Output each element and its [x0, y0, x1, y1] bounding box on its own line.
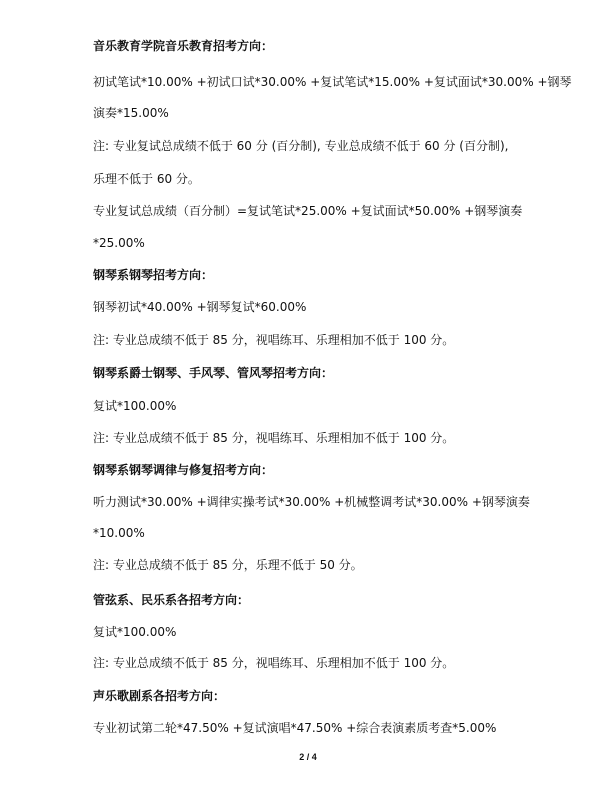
section-heading: 钢琴系钢琴招考方向： [93, 268, 214, 282]
paragraph-line: 复试*100.00% [93, 625, 177, 639]
paragraph-line: 初试笔试*10.00% +初试口试*30.00% +复试笔试*15.00% +复试面试*30.00% +钢琴 [93, 75, 572, 89]
paragraph-line: 注: 专业复试总成绩不低于 60 分 (百分制), 专业总成绩不低于 60 分 (百分制), [93, 139, 509, 153]
paragraph-line: 专业复试总成绩（百分制）=复试笔试*25.00% +复试面试*50.00% +钢琴演奏 [93, 204, 523, 218]
paragraph-line: 演奏*15.00% [93, 106, 169, 120]
section-heading: 音乐教育学院音乐教育招考方向： [93, 39, 274, 53]
paragraph-line: 复试*100.00% [93, 399, 177, 413]
section-heading: 声乐歌剧系各招考方向： [93, 689, 226, 703]
section-heading: 钢琴系爵士钢琴、手风琴、管风琴招考方向： [93, 366, 334, 380]
page-number: 2 / 4 [299, 752, 317, 762]
paragraph-line: 注: 专业总成绩不低于 85 分，乐理不低于 50 分。 [93, 558, 363, 572]
paragraph-line: 注: 专业总成绩不低于 85 分，视唱练耳、乐理相加不低于 100 分。 [93, 656, 455, 670]
paragraph-line: 乐理不低于 60 分。 [93, 172, 200, 186]
section-heading: 钢琴系钢琴调律与修复招考方向： [93, 463, 274, 477]
paragraph-line: 注: 专业总成绩不低于 85 分，视唱练耳、乐理相加不低于 100 分。 [93, 431, 455, 445]
paragraph-line: *25.00% [93, 236, 145, 250]
section-heading: 管弦系、民乐系各招考方向： [93, 593, 250, 607]
paragraph-line: 听力测试*30.00% +调律实操考试*30.00% +机械整调考试*30.00% +钢琴演奏 [93, 495, 530, 509]
paragraph-line: 钢琴初试*40.00% +钢琴复试*60.00% [93, 300, 307, 314]
paragraph-line: 注: 专业总成绩不低于 85 分，视唱练耳、乐理相加不低于 100 分。 [93, 333, 455, 347]
paragraph-line: *10.00% [93, 526, 145, 540]
paragraph-line: 专业初试第二轮*47.50% +复试演唱*47.50% +综合表演素质考查*5.00% [93, 721, 497, 735]
